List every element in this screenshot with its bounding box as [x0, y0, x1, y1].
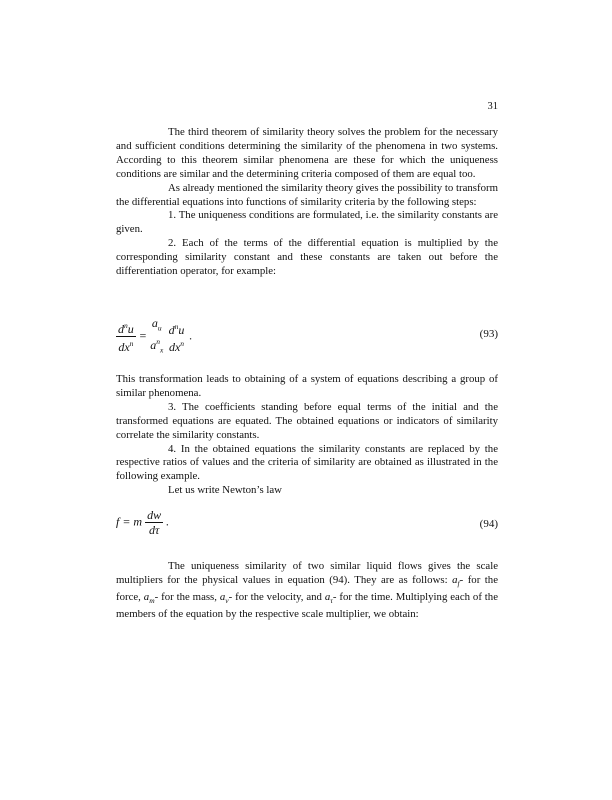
paragraph-step-1: 1. The uniqueness conditions are formulated, i.e. the similarity constants are given. [116, 209, 498, 236]
eq93-lhs-fraction: $\frac{d^nu}{dx^n}$ [118, 321, 134, 355]
paragraph-third-theorem: The third theorem of similarity theory solves the problem for the necessary and sufficient conditions determining the similarity of the phenomena in two systems. According to this theorem similar phenomena are these for which the uniqueness conditions are similar and the determining criteria composed of them are equal too. [116, 126, 498, 180]
eq93-equals: = [138, 328, 147, 343]
eq93-rhs-fraction: $d^nu$ $dx^n$ [168, 321, 185, 354]
equation-number-93: (93) [479, 328, 498, 340]
paragraph-step-4: 4. In the obtained equations the similarity constants are replaced by the respective ratios of values and the criteria of similarity are obtained as illustrated in the following example. [116, 442, 498, 483]
paragraph-scale-multipliers: The uniqueness similarity of two similar liquid flows gives the scale multipliers for the physical values in equation (94). They are as follows: $a_f-$ for the force, $a_m-$ for the mass, $a_v-$ for the velocity, and $a_\tau-$ for the time. Multiplying each of the members of the equation by the respective scale multiplier, we obtain: [116, 560, 498, 621]
eq94-lhs: f = m [116, 514, 143, 529]
eq94-fraction: $\frac{dw}{d\tau}$ [147, 508, 162, 537]
page-number: 31 [487, 101, 498, 112]
paragraph-step-3: 3. The coefficients standing before equal terms of the initial and the transformed equations are equated. The obtained equations or indicators of similarity correlate the similarity constants. [116, 400, 498, 441]
paragraph-step-2: 2. Each of the terms of the differential equation is multiplied by the corresponding similarity constant and these constants are taken out before the differentiation operator, for example: [116, 237, 498, 278]
text-block-top [116, 126, 498, 279]
equation-93: $\frac{d^nu}{dx^n}$ = $a_u$ $a^n_x$ $d^nu$ $dx^n$ . (93) [116, 316, 498, 366]
equation-94: f = m $\frac{dw}{d\tau}$ . (94) [116, 508, 498, 537]
text-block-middle [116, 373, 498, 498]
eq93-coefficient: $a_u$ $a^n_x$ [150, 316, 164, 355]
paragraph-similarity-theory: As already mentioned the similarity theory gives the possibility to transform the differential equations into functions of similarity criteria by the following steps: [116, 181, 498, 208]
paragraph-transformation: This transformation leads to obtaining of a system of equations describing a group of similar phenomena. [116, 373, 498, 399]
text-block-bottom [116, 560, 498, 622]
equation-number-94: (94) [479, 518, 498, 530]
paragraph-newtons-law: Let us write Newton’s law [168, 484, 282, 497]
